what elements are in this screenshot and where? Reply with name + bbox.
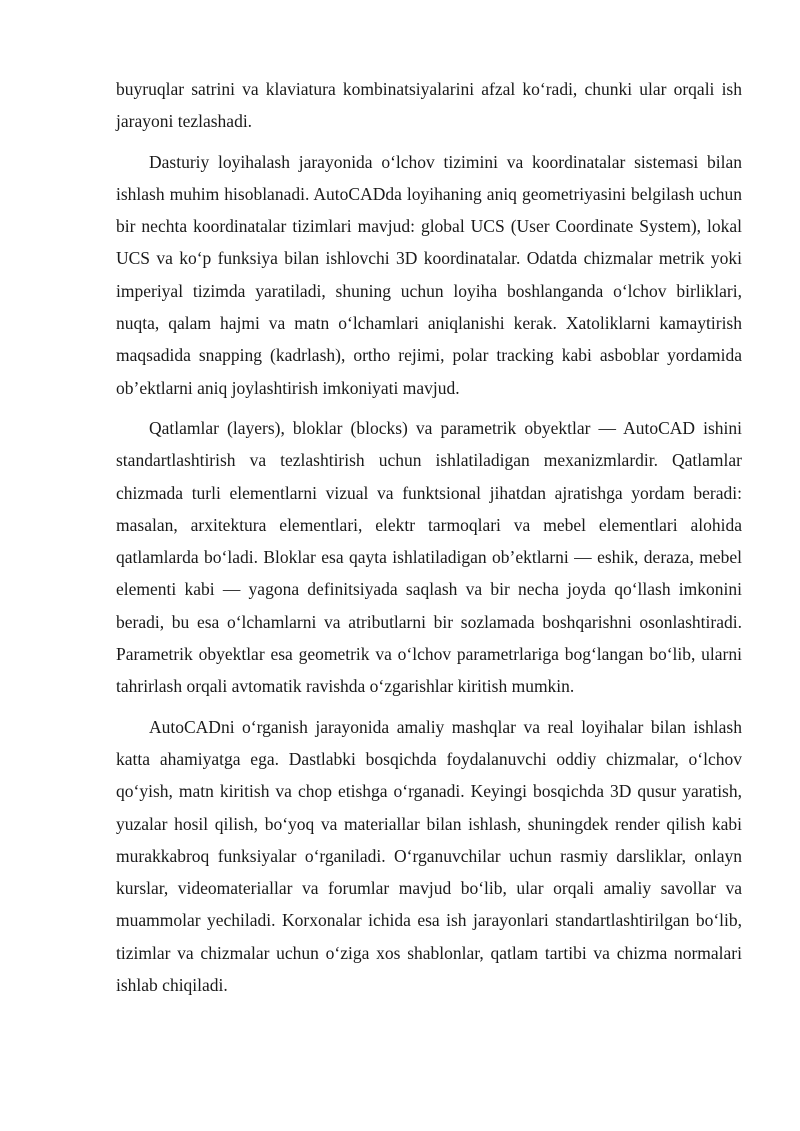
paragraph-coordinate-systems: Dasturiy loyihalash jarayonida o‘lchov tizimini va koordinatalar sistemasi bilan ishlash muhim hisoblanadi. AutoCADda loyihaning aniq geometriyasini belgilash uchun bir nechta koordinatalar tizimlari mavjud: global UCS (User Coordinate System), lokal UCS va ko‘p funksiya bilan ishlovchi 3D koordinatalar. Odatda chizmalar metrik yoki imperiyal tizimda yaratiladi, shuning uchun loyiha boshlanganda o‘lchov birliklari, nuqta, qalam hajmi va matn o‘lchamlari aniqlanishi kerak. Xatoliklarni kamaytirish maqsadida snapping (kadrlash), ortho rejimi, polar tracking kabi asboblar yordamida ob’ektlarni aniq joylashtirish imkoniyati mavjud.: [116, 151, 742, 398]
document-body: [116, 73, 742, 1009]
paragraph-learning-autocad: AutoCADni o‘rganish jarayonida amaliy mashqlar va real loyihalar bilan ishlash katta ahamiyatga ega. Dastlabki bosqichda foydalanuvchi oddiy chizmalar, o‘lchov qo‘yish, matn kiritish va chop etishga o‘rganadi. Keyingi bosqichda 3D qusur yaratish, yuzalar hosil qilish, bo‘yoq va materiallar bilan ishlash, shuningdek render qilish kabi murakkabroq funksiyalar o‘rganiladi. O‘rganuvchilar uchun rasmiy darsliklar, onlayn kurslar, videomateriallar va forumlar mavjud bo‘lib, ular orqali amaliy savollar va muammolar yechiladi. Korxonalar ichida esa ish jarayonlari standartlashtirilgan bo‘lib, tizimlar va chizmalar uchun o‘ziga xos shablonlar, qatlam tartibi va chizma normalari ishlab chiqiladi.: [116, 716, 742, 996]
paragraph-layers-blocks: Qatlamlar (layers), bloklar (blocks) va parametrik obyektlar — AutoCAD ishini standartlashtirish va tezlashtirish uchun ishlatiladigan mexanizmlardir. Qatlamlar chizmada turli elementlarni vizual va funktsional jihatdan ajratishga yordam beradi: masalan, arxitektura elementlari, elektr tarmoqlari va mebel elementlari alohida qatlamlarda bo‘ladi. Bloklar esa qayta ishlatiladigan ob’ektlarni — eshik, deraza, mebel elementi kabi — yagona definitsiyada saqlash va bir necha joyda qo‘llash imkonini beradi, bu esa o‘lchamlarni va atributlarni bir sozlamada boshqarishni osonlashtiradi. Parametrik obyektlar esa geometrik va o‘lchov parametrlariga bog‘langan bo‘lib, ularni tahrirlash orqali avtomatik ravishda o‘zgarishlar kiritish mumkin.: [116, 417, 742, 697]
paragraph-continuation: buyruqlar satrini va klaviatura kombinatsiyalarini afzal ko‘radi, chunki ular orqali ish jarayoni tezlashadi.: [116, 79, 742, 132]
